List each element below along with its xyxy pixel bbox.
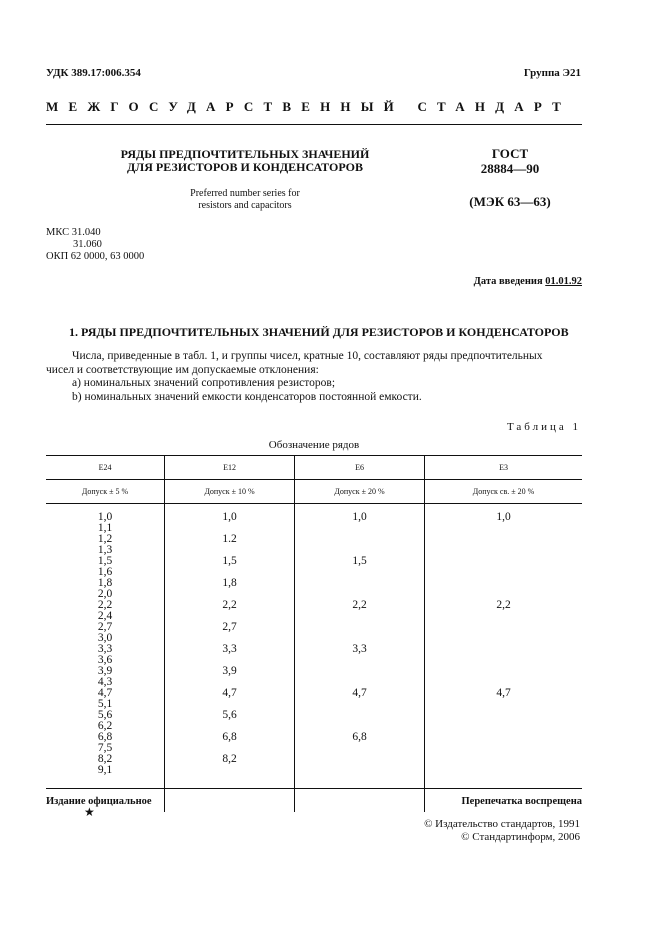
table-cell: 8,2 (222, 753, 237, 765)
gost-label: ГОСТ (491, 146, 529, 161)
copyright-line-2: © Стандартинформ, 2006 (461, 831, 580, 843)
table-cell: 1,5 (97, 555, 113, 567)
table-caption: Таблица 1 (506, 421, 581, 433)
table-cell: 3,9 (222, 665, 237, 677)
table-cell (295, 699, 424, 710)
tolerance-e3: Допуск св. ± 20 % (425, 480, 582, 504)
table-cell: 3,0 (97, 632, 113, 644)
table-cell (295, 523, 424, 534)
table-cell: 6,2 (97, 720, 113, 732)
tolerance-e12: Допуск ± 10 % (165, 480, 295, 504)
table-cell (425, 523, 582, 534)
introduction-date (474, 276, 582, 287)
table-cell (295, 754, 424, 765)
table-cell (295, 765, 424, 776)
tolerance-row (46, 480, 582, 504)
paragraph-line-2: чисел и соответствующие им допускаемые отклонения: (46, 363, 319, 376)
table-cell (425, 754, 582, 765)
table-cell: 3,3 (222, 643, 237, 655)
table-cell: 1,8 (97, 577, 113, 589)
table-cell: 4,3 (97, 676, 113, 688)
table-cell (425, 578, 582, 589)
table-cell (425, 699, 582, 710)
table-cell (425, 633, 582, 644)
values-column-e3 (425, 504, 582, 813)
table-cell: 7,5 (97, 742, 113, 754)
table-cell: 1,1 (97, 522, 113, 534)
table-cell (295, 710, 424, 721)
table-cell: 3,6 (97, 654, 113, 666)
table-cell: 1.2 (222, 533, 237, 545)
introduction-date-value: 01.01.92 (545, 276, 582, 287)
mks-code-2: 31.060 (73, 239, 102, 250)
table-cell: 1,0 (222, 511, 237, 523)
classification-codes (46, 227, 144, 263)
table-cell: 2,7 (97, 621, 113, 633)
table-cell (425, 611, 582, 622)
table-cell: 6,8 (352, 731, 367, 743)
tolerance-e6: Допуск ± 20 % (295, 480, 425, 504)
table-cell: 1,0 (97, 511, 113, 523)
table-cell (295, 743, 424, 754)
english-title (60, 188, 430, 212)
table-cell (425, 721, 582, 732)
table-cell: 1,3 (97, 544, 113, 556)
official-edition-label: Издание официальное (46, 796, 152, 807)
table-cell (425, 710, 582, 721)
values-column-e6 (295, 504, 425, 813)
gost-number: 28884—90 (480, 161, 540, 176)
values-row (46, 504, 582, 813)
table-cell (165, 765, 294, 776)
list-item-a: a) номинальных значений сопротивления резисторов; (72, 377, 336, 389)
series-name-row (46, 456, 582, 480)
table-cell: 4,7 (222, 687, 237, 699)
series-name-e24: E24 (46, 456, 165, 480)
udk-code: УДК 389.17:006.354 (46, 67, 141, 79)
table-cell: 6,8 (222, 731, 237, 743)
paragraph-line-1: Числа, приведенные в табл. 1, и группы чисел, кратные 10, составляют ряды предпочтительных (72, 350, 543, 362)
section-heading: 1. РЯДЫ ПРЕДПОЧТИТЕЛЬНЫХ ЗНАЧЕНИЙ ДЛЯ РЕЗИСТОРОВ И КОНДЕНСАТОРОВ (69, 325, 569, 339)
table-cell: 5,1 (97, 698, 113, 710)
table-cell (425, 743, 582, 754)
table-cell (425, 666, 582, 677)
okp-code: ОКП 62 0000, 63 0000 (46, 251, 145, 262)
series-name-e3: E3 (425, 456, 582, 480)
table-cell (425, 545, 582, 556)
table-cell: 4,7 (496, 687, 511, 699)
series-caption: Обозначение рядов (268, 439, 360, 451)
reprint-notice: Перепечатка воспрещена (461, 796, 582, 807)
table-cell: 2,0 (97, 588, 113, 600)
table-cell (425, 655, 582, 666)
table-cell: 5,6 (97, 709, 113, 721)
table-cell: 4,7 (352, 687, 367, 699)
list-item-b: b) номинальных значений емкости конденсаторов постоянной емкости. (72, 390, 422, 403)
table-cell (425, 567, 582, 578)
table-cell: 3,3 (97, 643, 113, 655)
introduction-date-label: Дата введения (473, 276, 543, 287)
table-cell (425, 765, 582, 776)
table-cell: 1,8 (222, 577, 237, 589)
table-cell (425, 556, 582, 567)
table-cell: 4,7 (97, 687, 113, 699)
mks-code-1: МКС 31.040 (46, 227, 101, 238)
tolerance-e24: Допуск ± 5 % (46, 480, 165, 504)
values-column-e12 (165, 504, 295, 813)
values-column-e24 (46, 504, 165, 813)
title-line-2: ДЛЯ РЕЗИСТОРОВ И КОНДЕНСАТОРОВ (127, 160, 363, 174)
table-cell (425, 732, 582, 743)
table-cell (295, 611, 424, 622)
english-title-line-2: resistors and capacitors (198, 200, 292, 211)
table-cell: 1,5 (352, 555, 367, 567)
table-cell (295, 655, 424, 666)
table-cell: 2,2 (352, 599, 367, 611)
table-cell: 1,0 (496, 511, 511, 523)
table-cell: 3,9 (97, 665, 113, 677)
table-cell: 9,1 (97, 764, 113, 776)
table-cell (295, 622, 424, 633)
table-cell (295, 567, 424, 578)
table-cell (425, 622, 582, 633)
iec-designation: (МЭК 63—63) (469, 194, 551, 209)
preferred-series-table (46, 455, 582, 812)
english-title-line-1: Preferred number series for (190, 188, 300, 199)
table-cell: 3,3 (352, 643, 367, 655)
table-cell: 2,7 (222, 621, 237, 633)
section-paragraph (46, 350, 586, 404)
table-cell (425, 644, 582, 655)
group-code: Группа Э21 (523, 67, 581, 79)
table-cell: 1,5 (222, 555, 237, 567)
table-cell: 5,6 (222, 709, 237, 721)
table-cell: 2,2 (496, 599, 511, 611)
series-name-e12: E12 (165, 456, 295, 480)
table-cell: 1,2 (97, 533, 113, 545)
table-cell: 2,4 (97, 610, 113, 622)
gost-designation (440, 146, 580, 176)
footer-rule (46, 788, 582, 789)
header-rule (46, 124, 582, 125)
star-icon: ★ (84, 805, 95, 819)
table-cell: 1,0 (352, 511, 367, 523)
table-cell: 2,2 (222, 599, 237, 611)
table-cell (295, 578, 424, 589)
document-title (60, 148, 430, 174)
table-cell: 2,2 (97, 599, 113, 611)
title-line-1: РЯДЫ ПРЕДПОЧТИТЕЛЬНЫХ ЗНАЧЕНИЙ (120, 147, 370, 161)
table-cell: 1,6 (97, 566, 113, 578)
table-cell: 8,2 (97, 753, 113, 765)
table-cell: 6,8 (97, 731, 113, 743)
standard-banner: МЕЖГОСУДАРСТВЕННЫЙ СТАНДАРТ (46, 99, 572, 114)
copyright-block (424, 818, 580, 844)
table-cell (425, 534, 582, 545)
copyright-line-1: © Издательство стандартов, 1991 (424, 818, 580, 830)
series-name-e6: E6 (295, 456, 425, 480)
table-cell (295, 534, 424, 545)
table-cell (295, 666, 424, 677)
